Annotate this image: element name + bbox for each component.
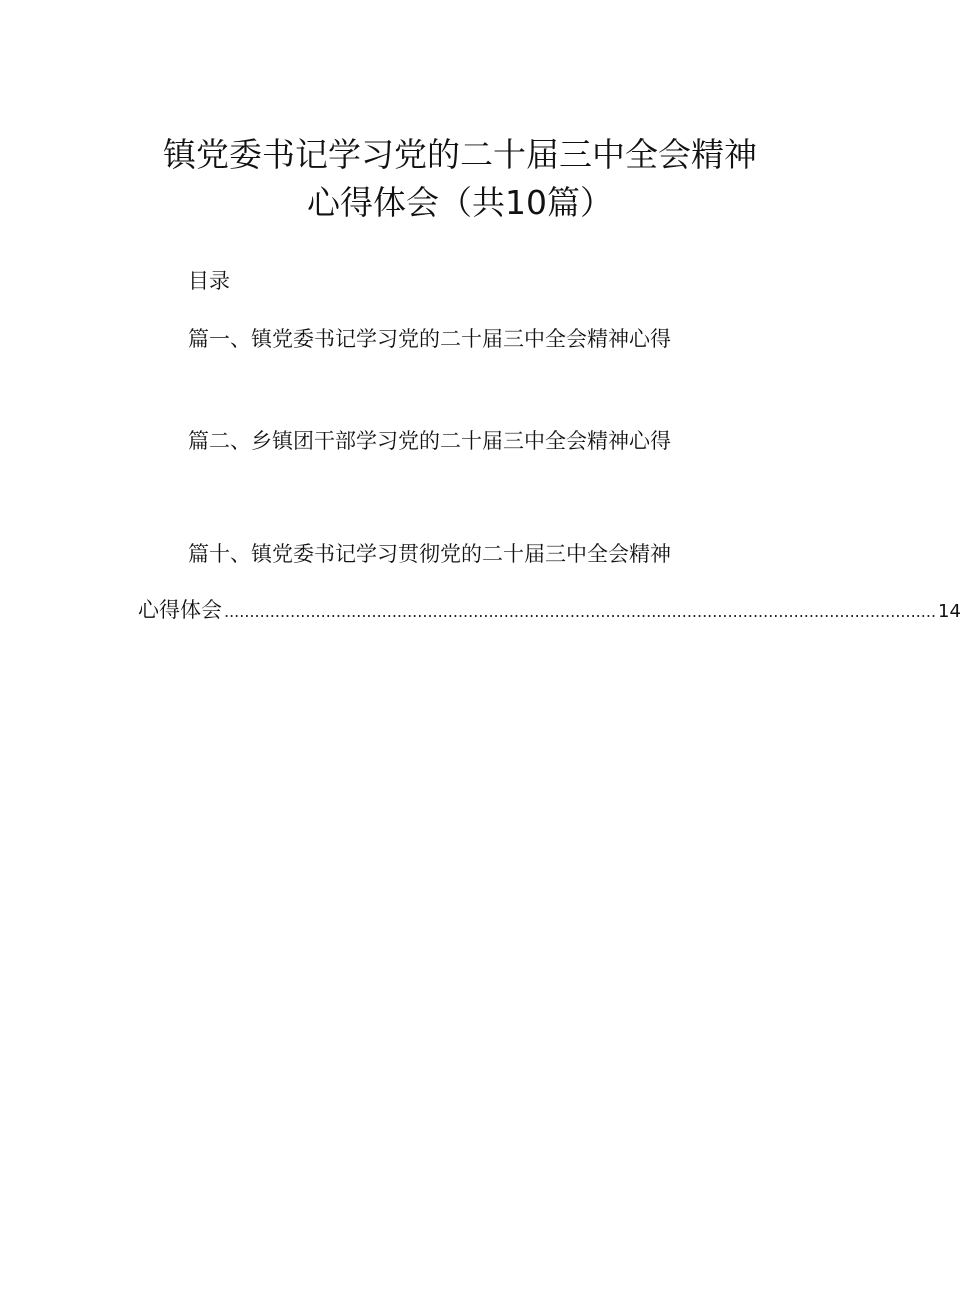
toc-entry-10[interactable]: 篇十、镇党委书记学习贯彻党的二十届三中全会精神: [188, 542, 671, 566]
toc-page-number: 14: [938, 601, 961, 622]
toc-entry-2[interactable]: 篇二、乡镇团干部学习党的二十届三中全会精神心得: [188, 429, 671, 453]
toc-entry-1[interactable]: 篇一、镇党委书记学习党的二十届三中全会精神心得: [188, 327, 671, 351]
toc-leader-dots: ............................................................................................................................................: [224, 602, 937, 621]
toc-entry-10-continuation[interactable]: [138, 594, 961, 626]
document-title-line-2: 心得体会（共10篇）: [307, 183, 613, 222]
toc-heading: 目录: [188, 269, 230, 293]
toc-entry-10-continuation-text: 心得体会: [138, 598, 222, 622]
document-title-line-1: 镇党委书记学习党的二十届三中全会精神: [163, 135, 757, 174]
